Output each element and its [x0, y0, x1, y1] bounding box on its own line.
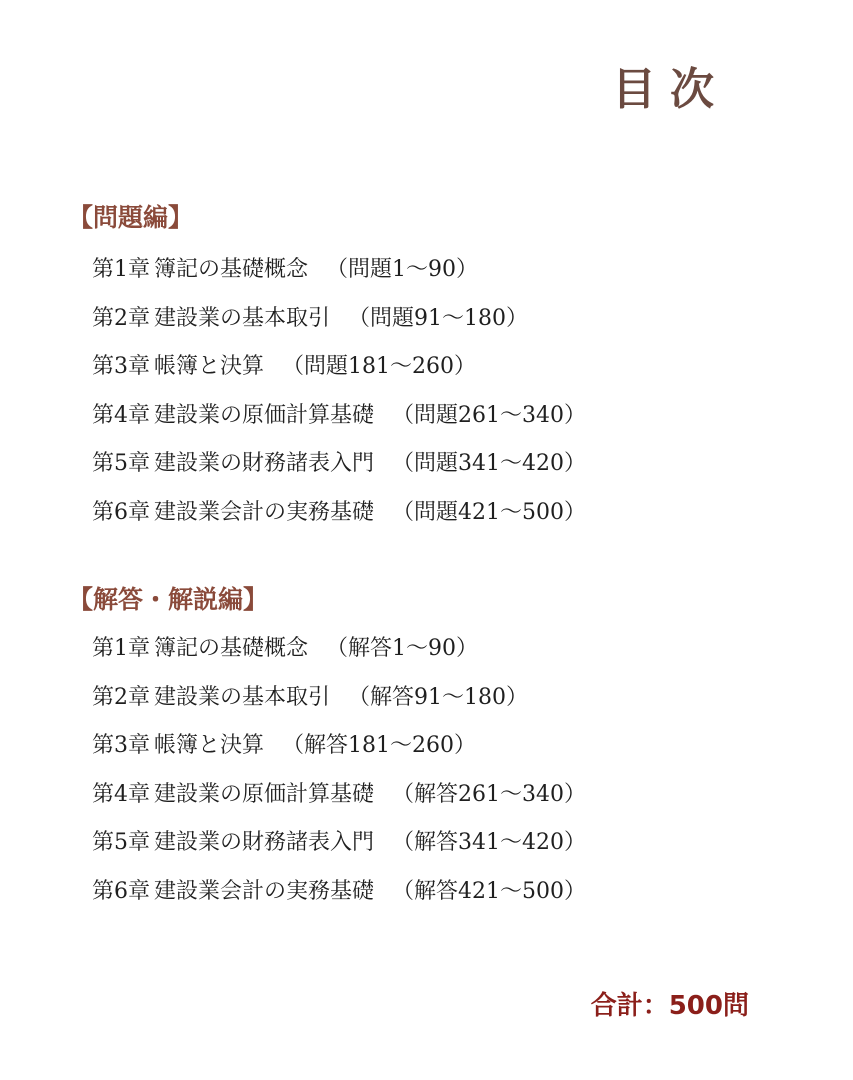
- chapter-item: [92, 392, 586, 441]
- chapter-name: 帳簿と決算: [154, 733, 265, 759]
- chapter-number: 第2章: [92, 684, 150, 710]
- chapter-item: [92, 343, 586, 392]
- chapter-number: 第2章: [92, 305, 150, 331]
- chapter-range: （解答1〜90）: [326, 636, 479, 661]
- chapter-number: 第5章: [92, 830, 150, 856]
- chapter-name: 建設業会計の実務基礎: [154, 499, 375, 525]
- chapter-number: 第1章: [92, 257, 150, 282]
- chapter-name: 建設業の基本取引: [154, 305, 331, 331]
- chapter-number: 第6章: [92, 499, 150, 525]
- chapter-number: 第6章: [92, 878, 150, 904]
- chapter-range: （問題1〜90）: [326, 257, 479, 282]
- chapter-item: [92, 440, 586, 489]
- chapter-item: [92, 771, 586, 820]
- chapter-number: 第3章: [92, 733, 150, 759]
- chapter-name: 建設業の原価計算基礎: [154, 781, 375, 807]
- chapter-name: 簿記の基礎概念: [154, 636, 309, 661]
- chapter-list-problems: [92, 246, 586, 538]
- chapter-name: 簿記の基礎概念: [154, 257, 309, 282]
- chapter-number: 第5章: [92, 451, 150, 477]
- chapter-range: （問題91〜180）: [348, 305, 529, 331]
- section-header-problems: 【問題編】: [68, 203, 194, 232]
- chapter-item: [92, 295, 586, 344]
- chapter-range: （解答421〜500）: [392, 878, 586, 904]
- chapter-range: （解答181〜260）: [282, 733, 476, 759]
- chapter-range: （解答341〜420）: [392, 830, 586, 856]
- page-title: 目次: [612, 64, 728, 115]
- chapter-name: 建設業の基本取引: [154, 684, 331, 710]
- chapter-number: 第4章: [92, 781, 150, 807]
- chapter-number: 第1章: [92, 636, 150, 661]
- chapter-range: （問題261〜340）: [392, 402, 586, 428]
- chapter-name: 帳簿と決算: [154, 354, 265, 380]
- chapter-number: 第3章: [92, 354, 150, 380]
- section-header-answers: 【解答・解説編】: [68, 585, 269, 614]
- total-count: 合計：500問: [590, 991, 749, 1021]
- chapter-range: （解答261〜340）: [392, 781, 586, 807]
- chapter-item: [92, 674, 586, 723]
- chapter-range: （問題181〜260）: [282, 354, 476, 380]
- chapter-item: [92, 868, 586, 917]
- chapter-item: [92, 489, 586, 538]
- chapter-name: 建設業の原価計算基礎: [154, 402, 375, 428]
- chapter-item: [92, 722, 586, 771]
- chapter-item: [92, 819, 586, 868]
- chapter-name: 建設業会計の実務基礎: [154, 878, 375, 904]
- chapter-item: [92, 625, 586, 674]
- chapter-name: 建設業の財務諸表入門: [154, 830, 375, 856]
- chapter-list-answers: [92, 625, 586, 917]
- chapter-item: [92, 246, 586, 295]
- chapter-range: （解答91〜180）: [348, 684, 529, 710]
- chapter-number: 第4章: [92, 402, 150, 428]
- chapter-range: （問題341〜420）: [392, 451, 586, 477]
- chapter-range: （問題421〜500）: [392, 499, 586, 525]
- chapter-name: 建設業の財務諸表入門: [154, 451, 375, 477]
